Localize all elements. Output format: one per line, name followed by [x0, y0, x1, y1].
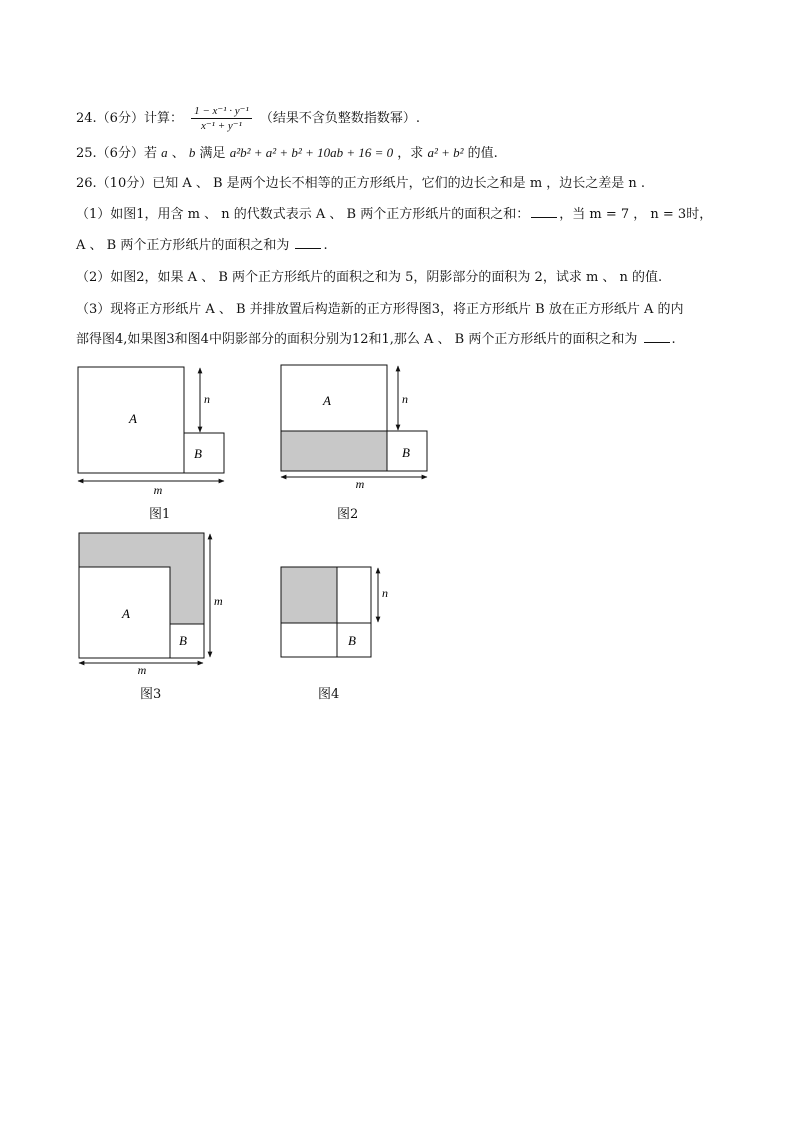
answer-blank-3[interactable]: [644, 342, 670, 343]
fig2-label-m: m: [355, 477, 365, 491]
q24-head: 24.（6分）计算：: [76, 111, 183, 126]
q26-part3-line1: （3）现将正方形纸片 A 、 B 并排放置后构造新的正方形得图3，将正方形纸片 B 放在正方形纸片 A 的内: [76, 302, 684, 317]
fig2-shaded-region: [281, 431, 387, 471]
fig4-shaded-region: [281, 567, 337, 623]
q25-mid: 满足: [199, 146, 226, 161]
fig4-label-n: n: [382, 586, 388, 600]
q24-fraction: [191, 104, 252, 133]
fig2-caption: 图2: [337, 507, 359, 522]
fig1-label-a: A: [129, 411, 137, 426]
fig3-label-b: B: [179, 633, 187, 648]
fig3-square-b: [170, 624, 204, 658]
q25-var-a: a: [161, 145, 168, 160]
q25-equation: a²b² + a² + b² + 10ab + 16 = 0: [229, 145, 394, 160]
fig2-label-n: n: [402, 392, 408, 406]
fig1-square-b: [184, 433, 224, 473]
q24-numerator: 1 − x⁻¹ · y⁻¹: [191, 104, 252, 119]
q26-p1d: .: [323, 238, 328, 253]
figure-4: [272, 558, 402, 668]
q26-intro: 26.（10分）已知 A 、 B 是两个边长不相等的正方形纸片，它们的边长之和是 m ，边长之差是 n .: [76, 176, 646, 191]
q25-sep: 、: [171, 146, 185, 161]
fig3-label-m-vertical: m: [214, 594, 223, 608]
figure-2: [272, 360, 442, 500]
q25-end: 的值.: [467, 146, 498, 161]
fig2-label-b: B: [402, 445, 410, 460]
q26-p3c: .: [671, 332, 676, 347]
fig3-caption: 图3: [140, 687, 162, 702]
q25-expr: a² + b²: [427, 145, 464, 160]
fig4-label-b: B: [348, 633, 356, 648]
figure-3: [70, 528, 240, 678]
q26-p3b: 部得图4,如果图3和图4中阴影部分的面积分别为12和1,那么 A 、 B 两个正方形纸片的面积之和为: [76, 332, 638, 347]
q25-head: 25.（6分）若: [76, 146, 157, 161]
q26-part1-line1: [76, 206, 712, 224]
q26-part3-line2: [76, 331, 676, 349]
q26-part1-line2: [76, 237, 328, 255]
q26-part2: （2）如图2，如果 A 、 B 两个正方形纸片的面积之和为 5，阴影部分的面积为 2，试求 m 、 n 的值.: [76, 270, 663, 285]
question-25: [76, 144, 498, 163]
answer-blank-1[interactable]: [531, 217, 557, 218]
q24-denominator: x⁻¹ + y⁻¹: [200, 120, 242, 132]
fig3-label-m-horizontal: m: [137, 663, 147, 677]
fig2-label-a: A: [323, 393, 331, 408]
figure-1: [70, 360, 240, 500]
fig4-caption: 图4: [318, 687, 340, 702]
fig3-label-a: A: [122, 606, 130, 621]
q26-p1a: （1）如图1，用含 m 、 n 的代数式表示 A 、 B 两个正方形纸片的面积之和：: [76, 207, 530, 222]
q26-p1b: ，当 m = 7 ， n = 3时，: [559, 207, 713, 222]
fig1-label-b: B: [194, 446, 202, 461]
q25-var-b: b: [188, 145, 196, 160]
q25-ask: ，求: [397, 146, 424, 161]
fig1-caption: 图1: [149, 507, 171, 522]
fig1-label-n: n: [204, 392, 210, 406]
fig1-label-m: m: [153, 483, 163, 497]
question-24: [76, 104, 420, 133]
answer-blank-2[interactable]: [295, 248, 321, 249]
q24-tail: （结果不含负整数指数幂）.: [259, 111, 421, 126]
q26-p1c: A 、 B 两个正方形纸片的面积之和为: [76, 238, 290, 253]
